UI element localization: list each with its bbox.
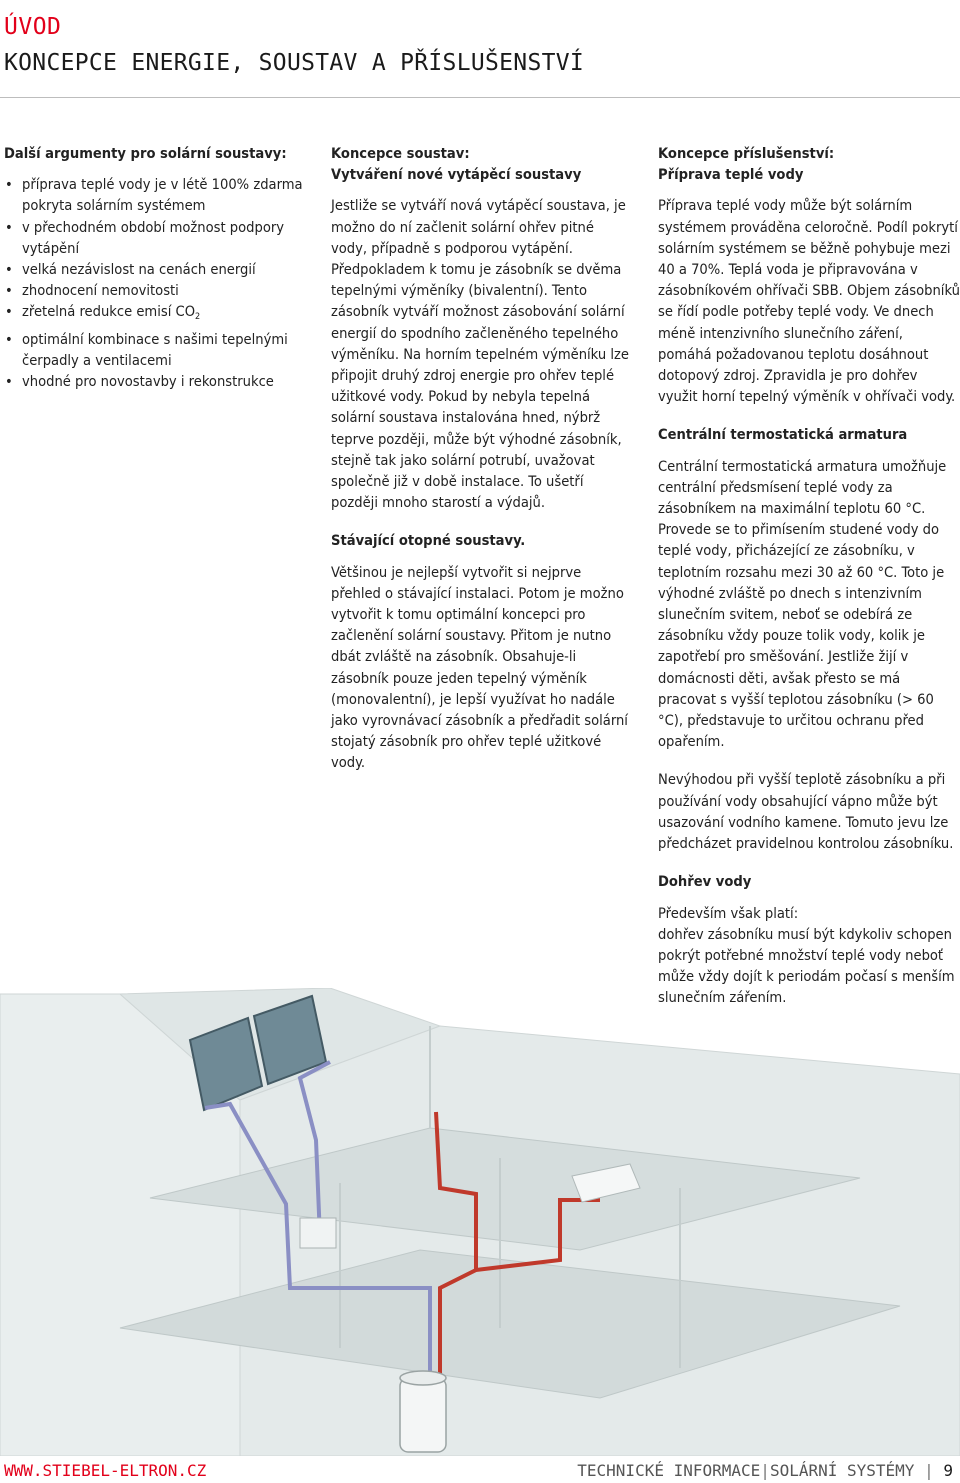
arguments-list [4,174,304,392]
footer-topic: SOLÁRNÍ SYSTÉMY [769,1461,915,1480]
list-item: • příprava teplé vody je v létě 100% zdarma pokryta solárním systémem [4,174,304,216]
footer-info [577,1461,953,1480]
arguments-heading: Další argumenty pro solární soustavy: [4,145,287,162]
storage-tank [400,1378,446,1452]
list-item-co2 [4,301,304,328]
concepts-heading: Koncepce soustav: [331,145,470,162]
reheating-heading: Dohřev vody [658,873,752,891]
list-item: • v přechodném období možnost podpory vytápění [4,217,304,259]
page-title: KONCEPCE ENERGIE, SOUSTAV A PŘÍSLUŠENSTVÍ [4,50,585,76]
footer-separator: | [924,1461,934,1480]
new-system-heading: Vytváření nové vytápěcí soustavy [331,166,582,184]
list-item: • velká nezávislost na cenách energií [4,259,304,280]
existing-systems-heading: Stávající otopné soustavy. [331,532,526,550]
thermostatic-valve-paragraph: Centrální termostatická armatura umožňuje centrální předsmísení teplé vody za zásobníkem na maximální teplotu 60 °C. Provede se to přimísením studené vody do teplé vody, přicházející ze zásobníku, v teplotním rozsahu mezi 30 až 60 °C. Toto je výhodné zvláště po dnech s intenzivním slunečním svitem, neboť se odebírá ze zásobníku vždy pouze tolik vody, kolik je zapotřebí pro směšování. Jestliže žijí v domácnosti děti, avšak přesto se má pracovat s vyšší teplotou zásobníku (> 60 °C), představuje to určitou ochranu před opařením. [658,457,947,751]
header-divider [0,97,960,98]
column-system-concepts [331,143,631,774]
page-number: 9 [943,1461,953,1480]
existing-systems-paragraph: Většinou je nejlepší vytvořit si nejprve přehled o stávající instalaci. Potom je možno vytvořit k tomu optimální koncepci pro začlenění solární soustavy. Přitom je nutno dbát zvláště na zásobník. Obsahuje-li zásobník pouze jeden tepelný výměník (monovalentní), je lepší využívat ho nadále jako vyrovnávací zásobník a předřadit solární stojatý zásobník pro ohřev teplé užitkové vody. [331,563,628,772]
co2-subscript: 2 [195,312,201,323]
column-accessories [658,143,960,1009]
thermostatic-valve-heading: Centrální termostatická armatura [658,426,908,444]
reheating-paragraph: dohřev zásobníku musí být kdykoliv schopen pokrýt potřebné množství teplé vody neboť může vždy dojít k periodám počasí s menším slunečním zářením. [658,925,955,1007]
list-item: • zhodnocení nemovitosti [4,280,304,301]
radiator [300,1218,336,1248]
footer-website: WWW.STIEBEL-ELTRON.CZ [4,1461,207,1480]
footer-section: TECHNICKÉ INFORMACE [577,1461,761,1480]
list-item: • vhodné pro novostavby i rekonstrukce [4,371,304,392]
list-item: • optimální kombinace s našimi tepelnými čerpadly a ventilacemi [4,329,304,371]
column-arguments [4,143,304,392]
new-system-paragraph: Jestliže se vytváří nová vytápěcí soustava, je možno do ní začlenit solární ohřev pitné vody, případně s podporou vytápění. Předpokladem k tomu je zásobník se dvěma tepelnými výměníky (bivalentní). Tento zásobník vytváří možnost zásobování solární energií do spodního začleněného tepelného výměníku. Na horním tepelném výměníku lze připojit druhý zdroj energie pro ohřev teplé užitkové vody. Pokud by nebyla tepelná solární soustava instalována hned, nýbrž teprve později, může být výhodné zásobník, stejně tak jako solární potrubí, uvažovat společně již v době instalace. To ušetří později mnoho starostí a výdajů. [331,197,629,512]
reheating-intro: Především však platí: [658,904,799,922]
hot-water-heading: Příprava teplé vody [658,166,804,184]
section-label: ÚVOD [4,14,62,40]
storage-tank-top [400,1371,446,1385]
limescale-paragraph: Nevýhodou při vyšší teplotě zásobníku a při používání vody obsahující vápno může být usazování vodního kamene. Tomuto jevu lze předcházet pravidelnou kontrolou zásobníku. [658,771,954,853]
co2-text: zřetelná redukce emisí CO [22,303,196,321]
hot-water-paragraph: Příprava teplé vody může být solárním systémem prováděna celoročně. Podíl pokrytí solárním systémem se běžně pohybuje mezi 40 a 70%. Teplá voda je připravována v zásobníkovém ohřívači SBB. Objem zásobníků se řídí podle potřeby teplé vody. Ve dnech méně intenzivního slunečního záření, pomáhá požadovanou teplotu dosáhnout dotopový zdroj. Zpravidla je pro dohřev využit horní tepelný výměník v ohřívači vody. [658,197,960,406]
house-cutaway-illustration [0,988,960,1456]
footer-separator: | [760,1461,770,1480]
accessories-heading: Koncepce příslušenství: [658,145,835,162]
